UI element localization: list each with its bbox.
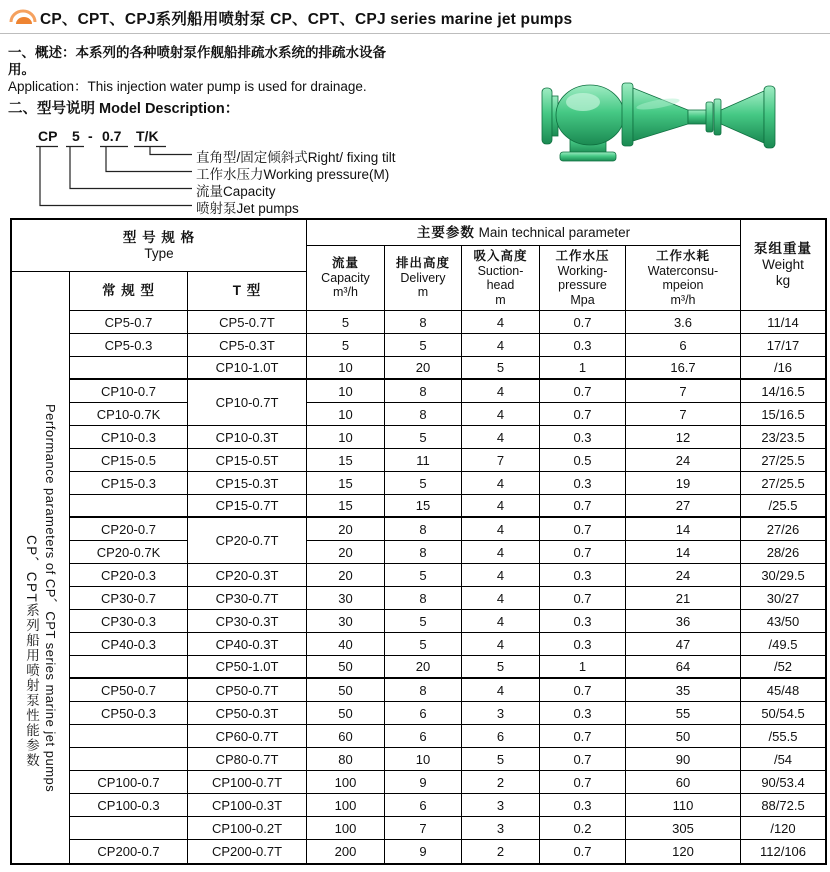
value-cell: 0.3: [540, 702, 626, 725]
value-cell: 16.7: [626, 357, 741, 380]
value-cell: 4: [462, 587, 540, 610]
value-cell: 4: [462, 633, 540, 656]
value-cell: 4: [462, 610, 540, 633]
value-cell: 15/16.5: [741, 403, 825, 426]
value-cell: 90/53.4: [741, 771, 825, 794]
value-cell: 7: [462, 449, 540, 472]
value-cell: 2: [462, 840, 540, 863]
value-cell: 4: [462, 495, 540, 518]
weight-header: 泵组重量 Weight kg: [741, 220, 825, 311]
value-cell: 3: [462, 817, 540, 840]
model-t-cell: CP20-0.7T: [188, 518, 307, 564]
value-cell: 15: [307, 495, 385, 518]
model-t-cell: CP20-0.3T: [188, 564, 307, 587]
value-cell: 1: [540, 656, 626, 679]
model-code-token: T/K: [136, 128, 159, 144]
value-cell: 4: [462, 472, 540, 495]
value-cell: 10: [307, 380, 385, 403]
value-cell: 2: [462, 771, 540, 794]
model-regular-cell: CP30-0.7: [70, 587, 188, 610]
value-cell: 4: [462, 334, 540, 357]
value-cell: 27/26: [741, 518, 825, 541]
model-t-cell: CP15-0.5T: [188, 449, 307, 472]
value-cell: /55.5: [741, 725, 825, 748]
value-cell: 30: [307, 610, 385, 633]
value-cell: 10: [307, 426, 385, 449]
model-regular-cell: CP20-0.3: [70, 564, 188, 587]
value-cell: /16: [741, 357, 825, 380]
overview-text-zh-cont: 用。: [8, 62, 35, 77]
model-regular-cell: CP50-0.3: [70, 702, 188, 725]
value-cell: 1: [540, 357, 626, 380]
model-code-label: 直角型/固定倾斜式Right/ fixing tilt: [196, 150, 396, 165]
value-cell: 7: [385, 817, 462, 840]
value-cell: 5: [385, 334, 462, 357]
regular-type-header: 常 规 型: [70, 272, 188, 311]
value-cell: 28/26: [741, 541, 825, 564]
param-header: 吸入高度 Suction- head m: [462, 246, 540, 311]
value-cell: 0.7: [540, 771, 626, 794]
model-regular-cell: CP10-0.7: [70, 380, 188, 403]
value-cell: 20: [385, 656, 462, 679]
value-cell: 0.7: [540, 725, 626, 748]
value-cell: 0.3: [540, 334, 626, 357]
value-cell: 5: [307, 311, 385, 334]
value-cell: 0.7: [540, 311, 626, 334]
value-cell: 0.3: [540, 564, 626, 587]
value-cell: 8: [385, 380, 462, 403]
value-cell: 50: [307, 679, 385, 702]
value-cell: 21: [626, 587, 741, 610]
value-cell: 8: [385, 541, 462, 564]
value-cell: 6: [385, 702, 462, 725]
value-cell: 0.3: [540, 472, 626, 495]
model-regular-cell: CP200-0.7: [70, 840, 188, 863]
value-cell: 0.7: [540, 679, 626, 702]
value-cell: /120: [741, 817, 825, 840]
value-cell: /25.5: [741, 495, 825, 518]
value-cell: 5: [385, 564, 462, 587]
side-label-zh: CP、CPT系列船用喷射泵性能参数: [24, 534, 39, 769]
value-cell: 0.7: [540, 587, 626, 610]
model-t-cell: CP5-0.7T: [188, 311, 307, 334]
value-cell: 90: [626, 748, 741, 771]
value-cell: 60: [307, 725, 385, 748]
model-description-heading: 二、型号说明 Model Description：: [8, 101, 240, 117]
value-cell: 100: [307, 817, 385, 840]
page-title: CP、CPT、CPJ系列船用喷射泵 CP、CPT、CPJ series marine jet pumps: [40, 11, 573, 28]
t-type-header: T 型: [188, 272, 307, 311]
value-cell: 7: [626, 403, 741, 426]
model-t-cell: CP15-0.3T: [188, 472, 307, 495]
value-cell: 9: [385, 840, 462, 863]
value-cell: 10: [307, 403, 385, 426]
model-regular-cell: CP20-0.7K: [70, 541, 188, 564]
value-cell: 55: [626, 702, 741, 725]
value-cell: 4: [462, 380, 540, 403]
value-cell: 4: [462, 311, 540, 334]
value-cell: 80: [307, 748, 385, 771]
value-cell: 50: [307, 702, 385, 725]
overview-text-zh: 一、概述：本系列的各种喷射泵作舰船排疏水系统的排疏水设备: [8, 45, 386, 60]
value-cell: 3: [462, 794, 540, 817]
value-cell: 5: [462, 357, 540, 380]
value-cell: 0.7: [540, 748, 626, 771]
model-t-cell: CP100-0.7T: [188, 771, 307, 794]
value-cell: 17/17: [741, 334, 825, 357]
model-regular-cell: CP15-0.3: [70, 472, 188, 495]
value-cell: 5: [385, 633, 462, 656]
model-regular-cell: [70, 357, 188, 380]
value-cell: 0.2: [540, 817, 626, 840]
main-parameter-header: 主要参数 Main technical parameter: [307, 220, 741, 246]
value-cell: 15: [307, 449, 385, 472]
value-cell: 305: [626, 817, 741, 840]
value-cell: 14: [626, 541, 741, 564]
model-t-cell: CP40-0.3T: [188, 633, 307, 656]
value-cell: 14: [626, 518, 741, 541]
model-code-label: 喷射泵Jet pumps: [196, 201, 299, 216]
value-cell: 120: [626, 840, 741, 863]
model-t-cell: CP50-0.3T: [188, 702, 307, 725]
model-regular-cell: CP15-0.5: [70, 449, 188, 472]
model-code-token: CP: [38, 128, 58, 144]
value-cell: 0.7: [540, 518, 626, 541]
value-cell: 0.5: [540, 449, 626, 472]
value-cell: /52: [741, 656, 825, 679]
value-cell: 5: [462, 748, 540, 771]
model-t-cell: CP15-0.7T: [188, 495, 307, 518]
value-cell: 112/106: [759, 844, 807, 859]
param-header: 工作水耗 Waterconsu- mpeion m³/h: [626, 246, 741, 311]
model-t-cell: CP200-0.7T: [188, 840, 307, 863]
model-t-cell: CP100-0.2T: [188, 817, 307, 840]
value-cell: 6: [385, 794, 462, 817]
model-regular-cell: CP10-0.7K: [70, 403, 188, 426]
value-cell: 4: [462, 518, 540, 541]
value-cell: 60: [626, 771, 741, 794]
value-cell: 43/50: [741, 610, 825, 633]
model-regular-cell: CP100-0.3: [70, 794, 188, 817]
value-cell: 27/25.5: [741, 449, 825, 472]
model-regular-cell: [70, 656, 188, 679]
model-code-token: 0.7: [102, 128, 122, 144]
value-cell: 4: [462, 564, 540, 587]
value-cell: 6: [385, 725, 462, 748]
model-code-token: -: [88, 128, 93, 144]
value-cell: 0.7: [540, 403, 626, 426]
title-divider: [0, 33, 830, 34]
model-code-token: 5: [72, 128, 80, 144]
value-cell: 27: [626, 495, 741, 518]
value-cell: 100: [307, 794, 385, 817]
value-cell: 6: [462, 725, 540, 748]
model-code-connector-lines: [0, 128, 420, 216]
value-cell: 110: [626, 794, 741, 817]
model-regular-cell: [70, 495, 188, 518]
model-t-cell: CP100-0.3T: [188, 794, 307, 817]
value-cell: 0.7: [540, 541, 626, 564]
value-cell: 5: [307, 334, 385, 357]
value-cell: 11: [385, 449, 462, 472]
side-label-en: Performance parameters of CP、CPT series marine jet pumps: [43, 404, 58, 793]
value-cell: 4: [462, 679, 540, 702]
value-cell: 24: [626, 449, 741, 472]
value-cell: /54: [741, 748, 825, 771]
model-t-cell: CP10-0.3T: [188, 426, 307, 449]
value-cell: 47: [626, 633, 741, 656]
model-regular-cell: CP5-0.7: [70, 311, 188, 334]
value-cell: 8: [385, 311, 462, 334]
value-cell: 50/54.5: [741, 702, 825, 725]
value-cell: 0.3: [540, 426, 626, 449]
model-regular-cell: CP40-0.3: [70, 633, 188, 656]
model-regular-cell: CP10-0.3: [70, 426, 188, 449]
model-t-cell: CP5-0.3T: [188, 334, 307, 357]
value-cell: 100: [307, 771, 385, 794]
value-cell: 8: [385, 679, 462, 702]
value-cell: 5: [385, 472, 462, 495]
value-cell: 0.7: [540, 495, 626, 518]
value-cell: 4: [462, 541, 540, 564]
value-cell: 20: [385, 357, 462, 380]
pump-image: [538, 74, 786, 174]
value-cell: 14/16.5: [741, 380, 825, 403]
model-regular-cell: CP100-0.7: [70, 771, 188, 794]
model-t-cell: CP30-0.3T: [188, 610, 307, 633]
model-regular-cell: [70, 817, 188, 840]
value-cell: 5: [462, 656, 540, 679]
value-cell: 0.3: [540, 794, 626, 817]
value-cell: 9: [385, 771, 462, 794]
value-cell: 23/23.5: [741, 426, 825, 449]
value-cell: 30: [307, 587, 385, 610]
value-cell: 24: [626, 564, 741, 587]
logo-icon: [8, 6, 40, 30]
value-cell: 8: [385, 403, 462, 426]
model-t-cell: CP10-1.0T: [188, 357, 307, 380]
model-t-cell: CP10-0.7T: [188, 380, 307, 426]
model-t-cell: CP50-1.0T: [188, 656, 307, 679]
value-cell: 4: [462, 403, 540, 426]
param-header: 工作水压 Working- pressure Mpa: [540, 246, 626, 311]
value-cell: 64: [626, 656, 741, 679]
spec-table: [10, 218, 827, 865]
value-cell: 8: [385, 518, 462, 541]
model-regular-cell: CP30-0.3: [70, 610, 188, 633]
model-regular-cell: CP5-0.3: [70, 334, 188, 357]
value-cell: 20: [307, 518, 385, 541]
application-text-en: Application：This injection water pump is used for drainage.: [8, 79, 367, 94]
value-cell: 50: [626, 725, 741, 748]
model-code-label: 流量Capacity: [196, 184, 276, 199]
value-cell: 20: [307, 541, 385, 564]
value-cell: 27/25.5: [741, 472, 825, 495]
param-header: 流量 Capacity m³/h: [307, 246, 385, 311]
value-cell: 36: [626, 610, 741, 633]
type-header: 型 号 规 格 Type: [12, 220, 307, 272]
value-cell: 35: [626, 679, 741, 702]
value-cell: 11/14: [741, 311, 825, 334]
value-cell: 30/29.5: [741, 564, 825, 587]
model-t-cell: CP30-0.7T: [188, 587, 307, 610]
value-cell: 12: [626, 426, 741, 449]
value-cell: 20: [307, 564, 385, 587]
value-cell: 5: [385, 610, 462, 633]
value-cell: 200: [307, 840, 385, 863]
model-t-cell: CP60-0.7T: [188, 725, 307, 748]
value-cell: 10: [307, 357, 385, 380]
value-cell: 3: [462, 702, 540, 725]
value-cell: 45/48: [741, 679, 825, 702]
value-cell: 10: [385, 748, 462, 771]
model-t-cell: CP50-0.7T: [188, 679, 307, 702]
value-cell: 0.7: [540, 840, 626, 863]
value-cell: 19: [626, 472, 741, 495]
model-regular-cell: [70, 748, 188, 771]
model-regular-cell: [70, 725, 188, 748]
param-header: 排出高度 Delivery m: [385, 246, 462, 311]
value-cell: 7: [626, 380, 741, 403]
value-cell: 0.3: [540, 610, 626, 633]
value-cell: 30/27: [741, 587, 825, 610]
model-t-cell: CP80-0.7T: [188, 748, 307, 771]
value-cell: 6: [626, 334, 741, 357]
value-cell: 4: [462, 426, 540, 449]
value-cell: /49.5: [741, 633, 825, 656]
value-cell: 15: [385, 495, 462, 518]
value-cell: 3.6: [626, 311, 741, 334]
model-regular-cell: CP50-0.7: [70, 679, 188, 702]
value-cell: 5: [385, 426, 462, 449]
model-code-label: 工作水压力Working pressure(M): [196, 167, 390, 182]
value-cell: 88/72.5: [741, 794, 825, 817]
value-cell: 50: [307, 656, 385, 679]
value-cell: 0.3: [540, 633, 626, 656]
side-vertical-label: [12, 272, 70, 863]
value-cell: 15: [307, 472, 385, 495]
value-cell: 8: [385, 587, 462, 610]
model-regular-cell: CP20-0.7: [70, 518, 188, 541]
value-cell: 40: [307, 633, 385, 656]
value-cell: 0.7: [540, 380, 626, 403]
